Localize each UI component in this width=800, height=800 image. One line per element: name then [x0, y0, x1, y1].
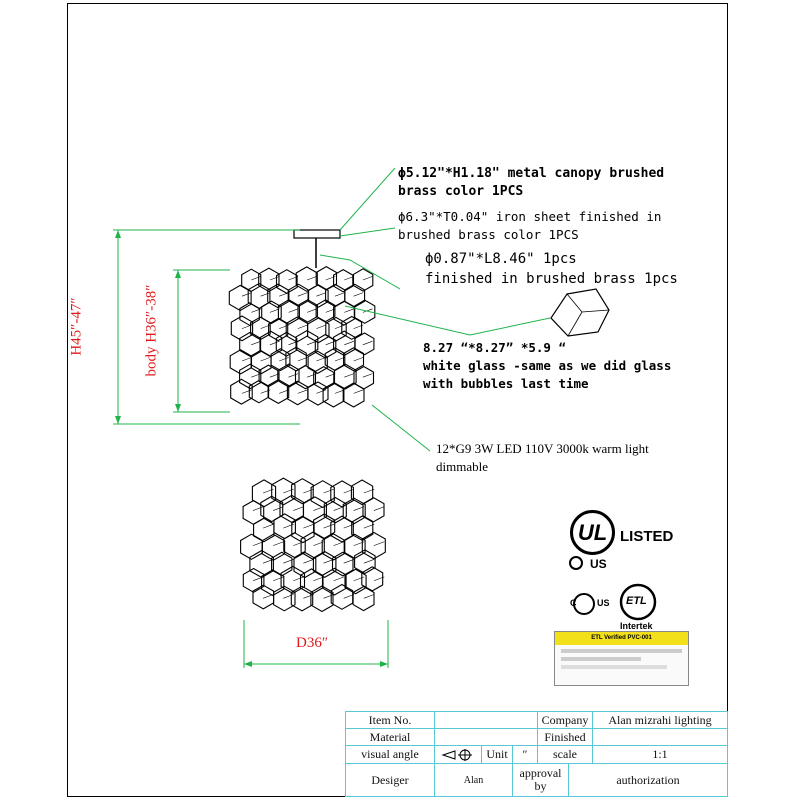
glass-cube-facet: [289, 374, 299, 378]
glass-cube-facet: [335, 293, 345, 297]
glass-cube-facet: [307, 276, 317, 280]
glass-cube-facet: [242, 357, 252, 361]
glass-cube-facet: [293, 507, 303, 511]
glass-cube-facet: [283, 594, 293, 598]
glass-cube-facet: [324, 524, 334, 528]
glass-cube-facet: [303, 559, 313, 563]
canopy-note-line2: brass color 1PCS: [398, 184, 524, 199]
glass-cube-outline: [289, 284, 308, 306]
glass-cube-facet: [316, 293, 326, 297]
glass-cube-outline: [298, 300, 317, 322]
glass-cube-facet: [293, 577, 303, 581]
glass-cube-outline: [251, 317, 271, 340]
visual-angle-label: visual angle: [345, 745, 435, 764]
glass-cube-outline: [259, 365, 278, 387]
glass-cube-outline: [353, 587, 374, 611]
glass-cube-facet: [270, 341, 280, 345]
glass-cube-outline: [345, 569, 366, 593]
glass-note-line3: with bubbles last time: [423, 376, 589, 391]
glass-cube-facet: [363, 374, 373, 378]
authorization-label: authorization: [568, 763, 728, 797]
sheet-note-line1: ϕ6.3"*T0.04" iron sheet finished in: [398, 209, 662, 224]
glass-cube-outline: [277, 270, 298, 294]
glass-cube-outline: [268, 380, 289, 404]
glass-cube-facet: [374, 542, 384, 546]
glass-cube-facet: [334, 577, 344, 581]
glass-cube-facet: [344, 524, 354, 528]
cul-c-mark: C: [570, 598, 577, 608]
rod-note-line2: finished in brushed brass 1pcs: [425, 271, 678, 287]
material-label: Material: [345, 728, 435, 746]
body-height-label: body H36″-38″: [143, 284, 160, 377]
glass-cube-facet: [242, 390, 252, 394]
glass-element-detail: [551, 289, 609, 336]
glass-cube-outline: [254, 518, 274, 541]
glass-cube-outline: [311, 586, 333, 612]
canopy-note-line1: ϕ5.12"*H1.18" metal canopy brushed: [398, 166, 665, 181]
glass-cube-facet: [253, 507, 263, 511]
company-value: Alan mizrahi lighting: [592, 711, 728, 729]
glass-cube-facet: [354, 390, 364, 394]
intertek-label: Intertek: [620, 621, 653, 631]
material-value: [434, 728, 538, 746]
glass-cube-facet: [334, 507, 344, 511]
glass-cube-outline: [323, 383, 344, 407]
glass-cube-facet: [303, 489, 313, 493]
glass-cube-facet: [263, 524, 273, 528]
etl-certificate-card: [554, 631, 689, 686]
etl-card-header: ETL Verified PVC-001: [555, 632, 688, 645]
ul-listed-badge: [570, 510, 615, 555]
glass-cube-facet: [363, 341, 373, 345]
canopy-plate: [294, 230, 340, 238]
glass-cube-facet: [364, 594, 374, 598]
glass-cube-facet: [316, 390, 326, 394]
glass-cube-facet: [279, 357, 289, 361]
cul-us-text: US: [597, 598, 610, 608]
unit-label: Unit: [481, 745, 513, 764]
glass-cube-facet: [261, 357, 271, 361]
glass-cube-facet: [279, 293, 289, 297]
scale-value: 1:1: [592, 745, 728, 764]
glass-cube-facet: [298, 325, 308, 329]
led-note-line2: dimmable: [436, 459, 488, 474]
glass-cube-facet: [273, 577, 283, 581]
glass-cube-facet: [303, 524, 313, 528]
glass-cube-facet: [374, 507, 384, 511]
height-label: H45″-47″: [68, 297, 85, 356]
glass-cube-outline: [253, 585, 274, 609]
glass-cube-outline: [241, 534, 263, 559]
finished-value: [592, 728, 728, 746]
glass-cube-facet: [273, 542, 283, 546]
glass-cube-outline: [240, 303, 259, 325]
designer-value: Alan: [434, 763, 513, 797]
glass-cube-facet: [242, 293, 252, 297]
item-no-value: [434, 711, 538, 729]
etl-text: ETL: [626, 595, 647, 607]
glass-cube-facet: [298, 293, 308, 297]
glass-cube-facet: [354, 357, 364, 361]
glass-cube-facet: [324, 489, 334, 493]
glass-cube-facet: [289, 309, 299, 313]
glass-cube-facet: [263, 594, 273, 598]
glass-cube-facet: [251, 276, 261, 280]
glass-note-line2: white glass -same as we did glass: [423, 358, 672, 373]
glass-cube-facet: [316, 325, 326, 329]
glass-cube-facet: [273, 507, 283, 511]
glass-cube-facet: [307, 309, 317, 313]
glass-cube-facet: [335, 325, 345, 329]
title-block: [345, 711, 728, 797]
glass-cube-outline: [355, 333, 374, 355]
ul-listed-text: LISTED: [620, 528, 674, 545]
glass-cube-facet: [344, 489, 354, 493]
glass-cube-outline: [325, 348, 345, 371]
ul-us-mark: US: [590, 557, 607, 571]
chandelier-body: [229, 267, 374, 407]
glass-cube-outline: [262, 534, 285, 560]
glass-cube-outline: [352, 516, 373, 540]
designer-label: Desiger: [345, 763, 435, 797]
glass-cube-facet: [354, 577, 364, 581]
glass-cube-facet: [298, 390, 308, 394]
finished-label: Finished: [537, 728, 593, 746]
glass-cube-outline: [343, 383, 364, 407]
diameter-label: D36″: [296, 635, 329, 651]
ul-text: UL: [577, 519, 608, 545]
glass-cube-outline: [296, 331, 318, 356]
glass-cube-facet: [364, 559, 374, 563]
led-note-line1: 12*G9 3W LED 110V 3000k warm light: [436, 441, 649, 456]
glass-cube-outline: [331, 585, 353, 610]
sheet-note-line2: brushed brass color 1PCS: [398, 227, 579, 242]
item-no-label: Item No.: [345, 711, 435, 729]
glass-cube-outline: [354, 367, 374, 390]
glass-cube-facet: [313, 507, 323, 511]
chandelier-top-view: [241, 478, 386, 611]
glass-note-line1: 8.27 “*8.27” *5.9 “: [423, 340, 566, 355]
approval-label: approval by: [512, 763, 569, 797]
glass-cube-facet: [363, 276, 373, 280]
glass-cube-facet: [316, 357, 326, 361]
glass-cube-facet: [344, 374, 354, 378]
ul-recognized-mark: [570, 557, 582, 569]
glass-cube-facet: [334, 542, 344, 546]
glass-cube-outline: [351, 480, 372, 505]
glass-cube-outline: [344, 348, 364, 371]
glass-cube-facet: [270, 276, 280, 280]
glass-cube-facet: [261, 293, 271, 297]
projection-symbol-icon: [441, 749, 475, 761]
glass-cube-facet: [344, 309, 354, 313]
scale-label: scale: [537, 745, 593, 764]
company-label: Company: [537, 711, 593, 729]
glass-cube-facet: [324, 594, 334, 598]
unit-value: ″: [512, 745, 538, 764]
rod-note-line1: ϕ0.87"*L8.46" 1pcs: [425, 251, 577, 267]
visual-angle-icon: [434, 745, 482, 764]
glass-cube-outline: [262, 570, 284, 596]
glass-cube-facet: [293, 542, 303, 546]
glass-cube-facet: [344, 341, 354, 345]
glass-cube-facet: [354, 293, 364, 297]
cul-us-mark: [574, 594, 594, 614]
